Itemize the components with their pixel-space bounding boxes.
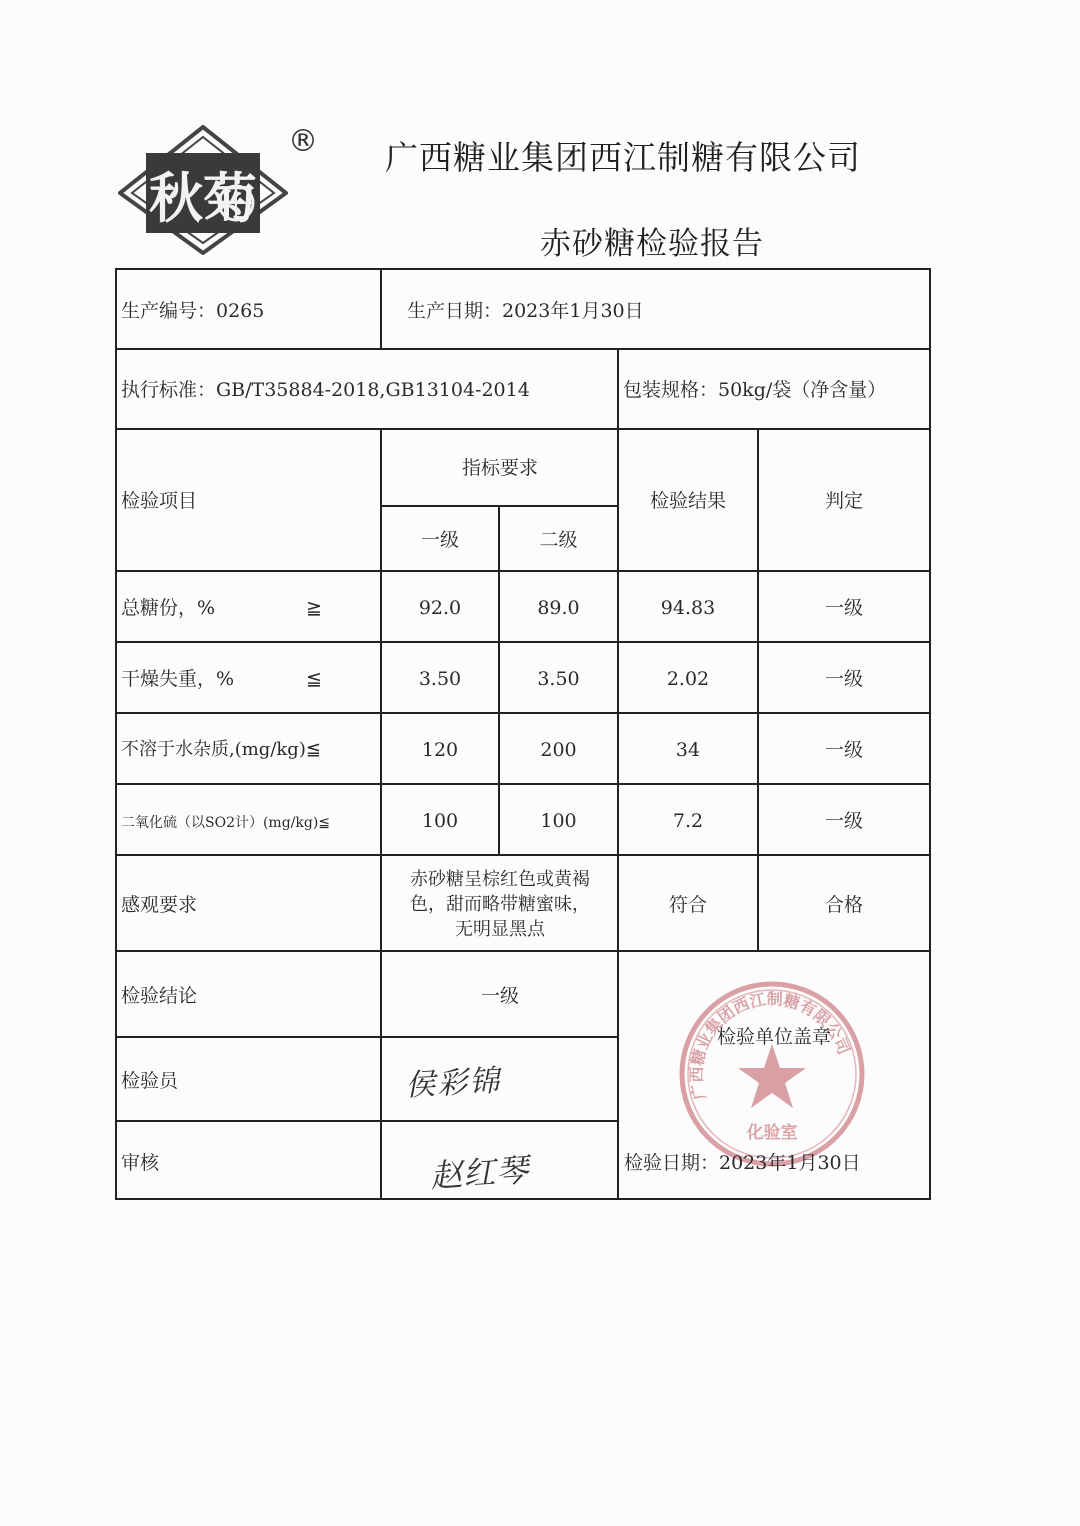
row-grade2: 3.50 [537, 668, 580, 690]
brand-logo [118, 125, 288, 255]
row-symbol: ≦ [306, 668, 322, 690]
brand-logo-text: 秋菊 [149, 166, 257, 230]
report-title: 赤砂糖检验报告 [540, 226, 764, 262]
col-header-judgement: 判定 [824, 490, 863, 512]
sensory-result: 符合 [668, 894, 707, 916]
row-result: 34 [675, 739, 701, 761]
inspector-signature: 侯彩锦 [404, 1063, 503, 1104]
inspector-label: 检验员 [121, 1070, 179, 1092]
row-grade1: 100 [421, 810, 459, 832]
col-header-item: 检验项目 [121, 490, 198, 512]
conclusion-value: 一级 [480, 985, 519, 1007]
col-header-grade2: 二级 [539, 529, 578, 551]
row-item: 干燥失重，% [121, 668, 235, 690]
sensory-req-line3: 无明显黑点 [455, 919, 545, 940]
seal-bottom-text: 化验室 [746, 1123, 798, 1143]
row-grade1: 92.0 [418, 597, 462, 619]
seal-ring-text: 广西糖业集团西江制糖有限公司 [686, 989, 854, 1102]
row-grade1: 3.50 [418, 668, 462, 690]
row-result: 2.02 [666, 668, 710, 690]
company-name: 广西糖业集团西江制糖有限公司 [385, 138, 861, 177]
reviewer-label: 审核 [121, 1152, 160, 1174]
registered-mark: ® [288, 124, 318, 159]
package-spec: 包装规格：50kg/袋（净含量） [623, 379, 887, 401]
inspection-date: 检验日期：2023年1月30日 [624, 1152, 861, 1174]
row-symbol: ≧ [306, 597, 322, 619]
sensory-judgement: 合格 [824, 894, 863, 916]
row-judgement: 一级 [824, 668, 863, 690]
sensory-req-line1: 赤砂糖呈棕红色或黄褐 [410, 869, 590, 890]
conclusion-label: 检验结论 [121, 985, 198, 1007]
row-grade2: 100 [540, 810, 577, 832]
row-grade2: 89.0 [537, 597, 580, 619]
row-item: 总糖份，% [121, 597, 216, 619]
row-result: 94.83 [660, 597, 716, 619]
execution-standard: 执行标准：GB/T35884-2018,GB13104-2014 [121, 379, 530, 401]
col-header-result: 检验结果 [649, 490, 726, 512]
row-judgement: 一级 [824, 597, 863, 619]
col-header-grade1: 一级 [420, 529, 459, 551]
sensory-req-line2: 色，甜而略带糖蜜味， [410, 894, 590, 915]
company-seal [676, 978, 868, 1170]
seal-label: 检验单位盖章 [716, 1026, 831, 1048]
row-grade1: 120 [421, 739, 459, 761]
row-result: 7.2 [672, 810, 704, 832]
row-judgement: 一级 [824, 810, 863, 832]
batch-number: 生产编号：0265 [121, 300, 265, 322]
row-item: 二氧化硫（以SO2计）(mg/kg)≦ [121, 815, 331, 831]
sensory-item: 感观要求 [121, 894, 198, 916]
col-header-requirement: 指标要求 [461, 457, 538, 479]
production-date: 生产日期：2023年1月30日 [407, 300, 644, 322]
row-item: 不溶于水杂质,(mg/kg)≦ [121, 739, 321, 760]
reviewer-signature: 赵红琴 [428, 1150, 531, 1196]
row-grade2: 200 [540, 739, 577, 761]
row-judgement: 一级 [824, 739, 863, 761]
